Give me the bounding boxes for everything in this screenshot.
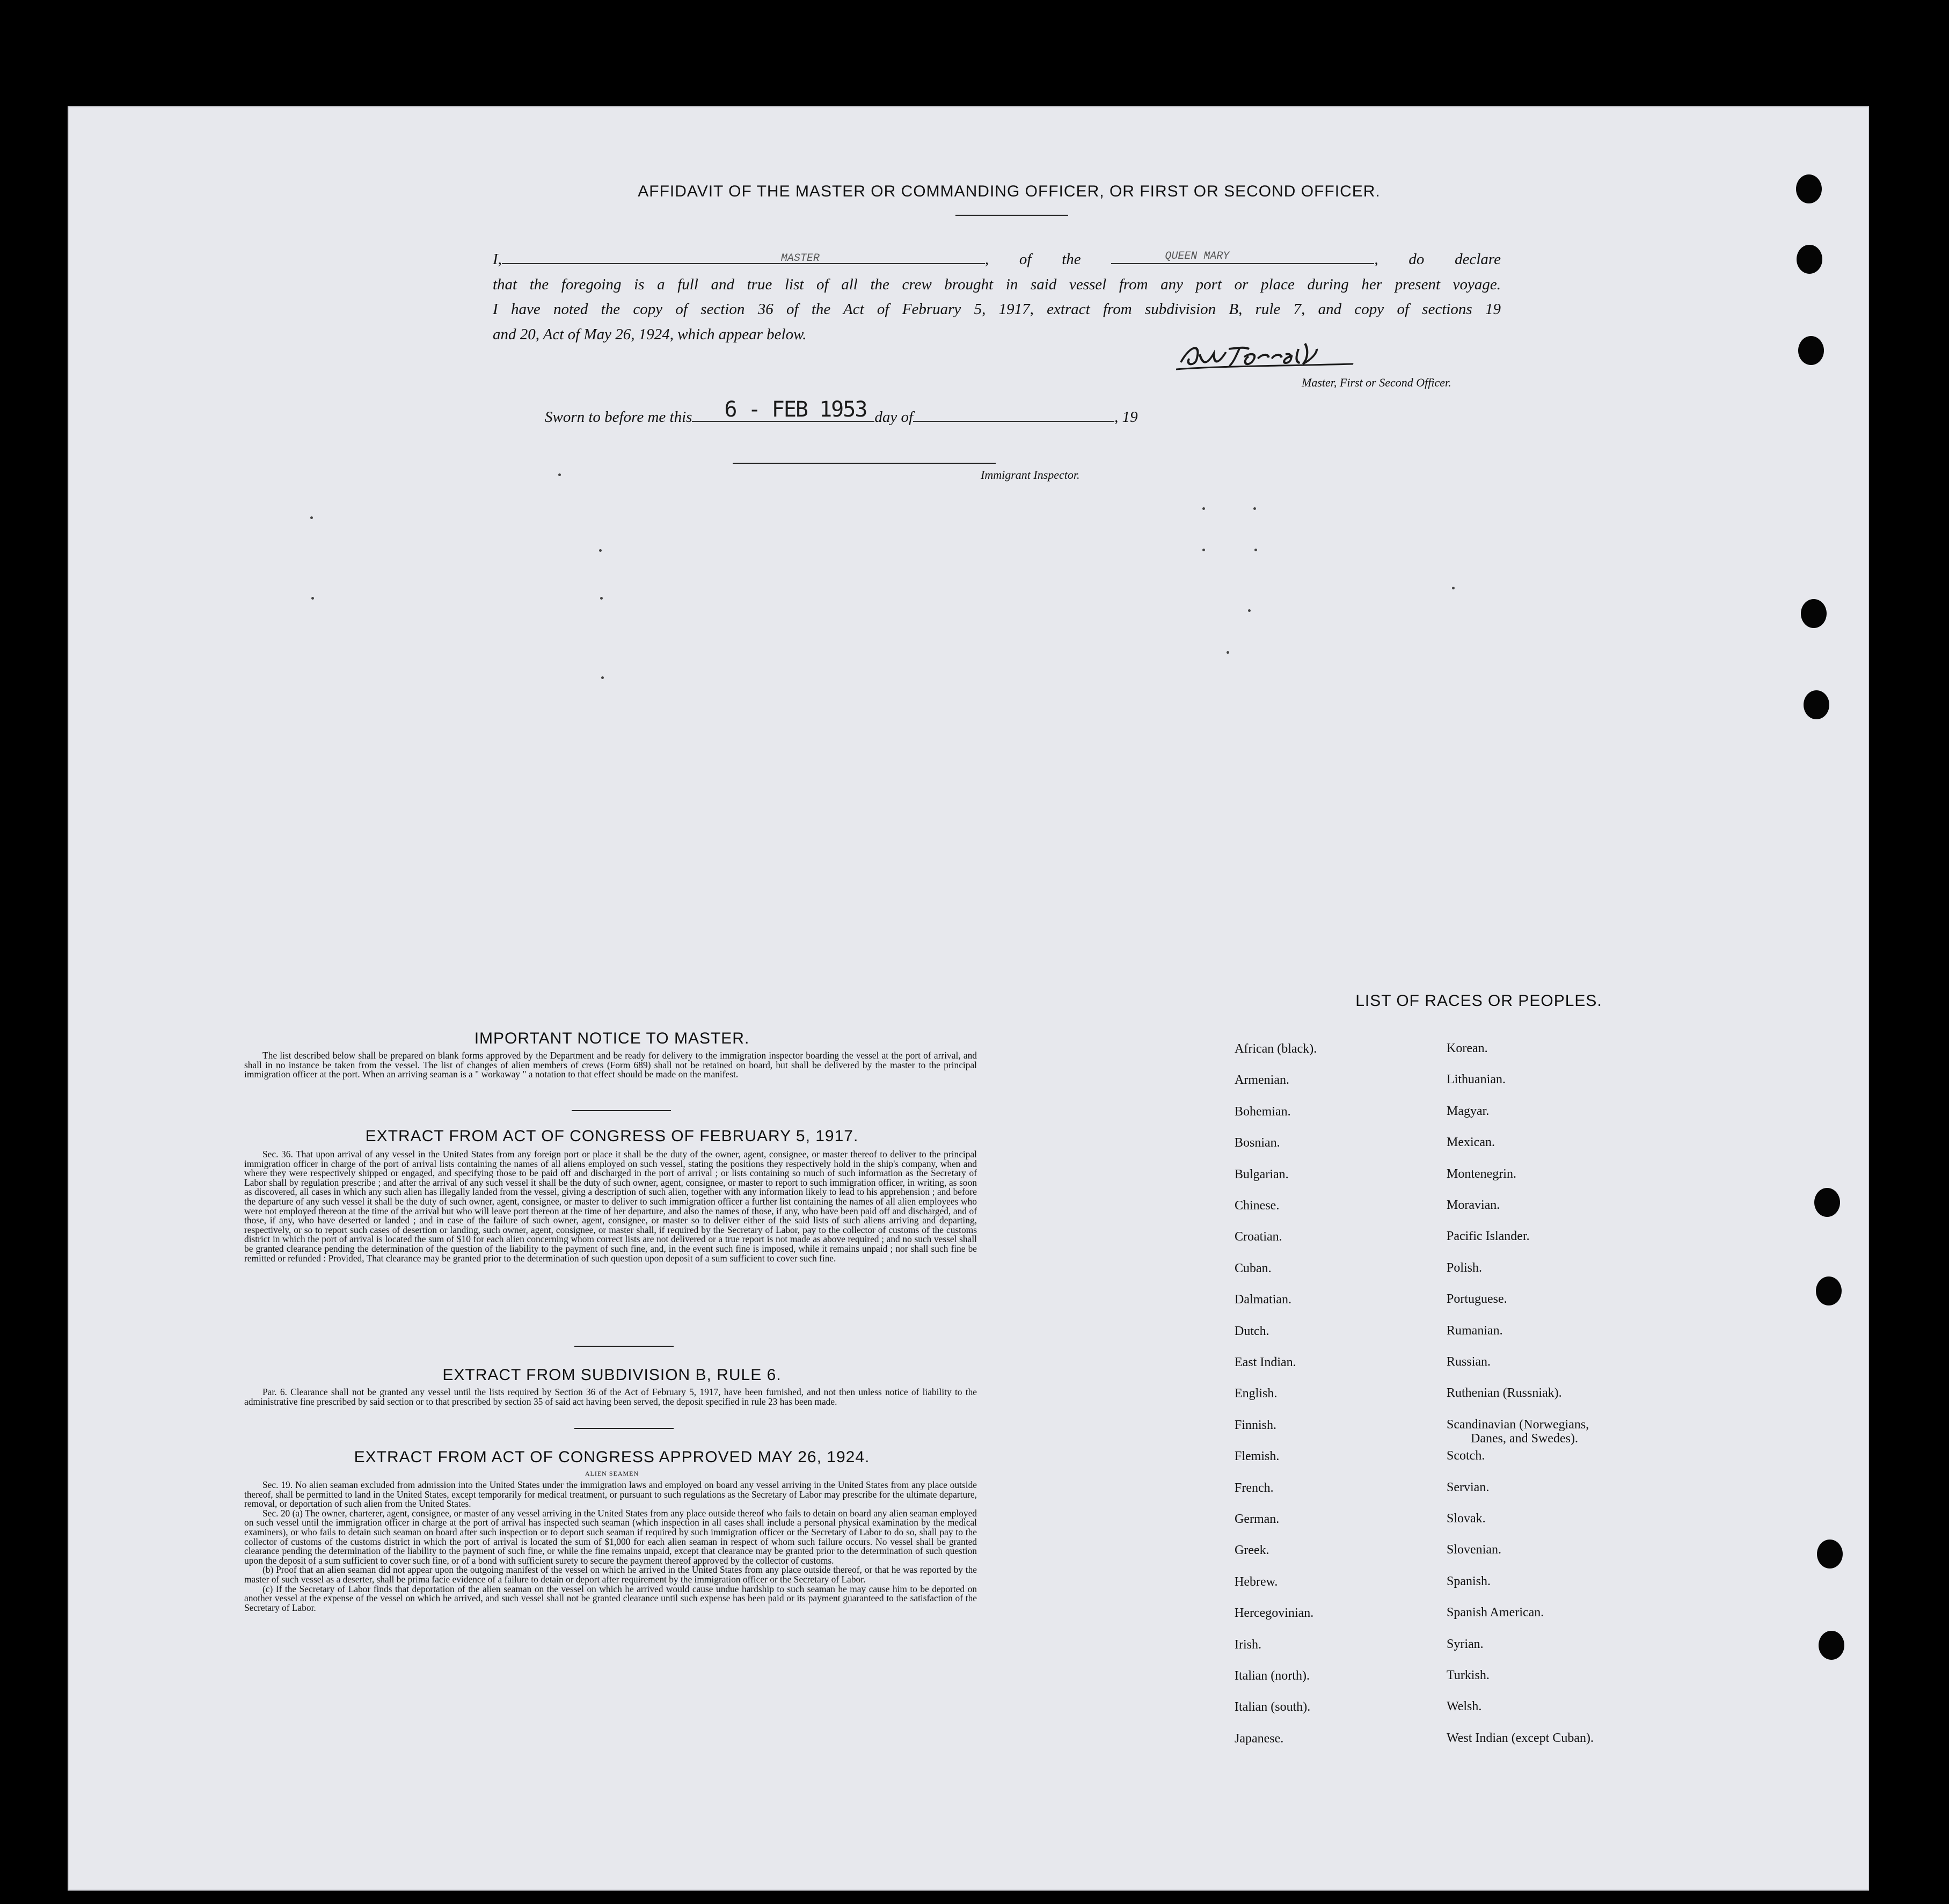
race-item: Servian.	[1447, 1480, 1490, 1494]
subdivision-b-text: Par. 6. Clearance shall not be granted any vessel until the lists required by Section 36 of the Act of February 5, 1917, have been furnished, and not then unless notice of liability to the administrative fine prescribed by said section or to that prescribed by section 35 of said act having been served, the deposit specified in rule 23 has been made.	[244, 1387, 977, 1407]
race-item: English.	[1235, 1387, 1278, 1401]
race-item: French.	[1235, 1480, 1274, 1495]
race-item: Bohemian.	[1235, 1104, 1291, 1119]
race-item: Russian.	[1447, 1355, 1491, 1369]
signature-label: Master, First or Second Officer.	[1302, 376, 1451, 389]
race-item: Welsh.	[1447, 1699, 1482, 1714]
divider	[574, 1428, 674, 1429]
race-item: Hercegovinian.	[1235, 1606, 1314, 1621]
race-item: Spanish American.	[1447, 1606, 1544, 1620]
paper-speck	[1202, 507, 1205, 510]
sworn-line: Sworn to before me this 6 - FEB 1953 day of , 19	[545, 397, 1138, 426]
race-item: West Indian (except Cuban).	[1447, 1731, 1594, 1745]
section-20c: (c) If the Secretary of Labor finds that deportation of the alien seaman on the vessel on which he arrived would cause undue hardship to such seaman he may cause him to be deported on another vessel at the expense of the vessel on which he arrived, and such vessel shall not be granted clearance until such expense has been paid or its payment guaranteed to the satisfaction of the Secretary of Labor.	[244, 1583, 977, 1613]
punch-hole	[1798, 336, 1824, 365]
race-item: Portuguese.	[1447, 1292, 1507, 1307]
race-item: Korean.	[1447, 1041, 1488, 1055]
race-item: Spanish.	[1447, 1574, 1491, 1588]
punch-hole	[1804, 690, 1829, 719]
inspector-signature-line	[733, 463, 996, 464]
paper-speck	[1253, 507, 1256, 510]
race-item: Bulgarian.	[1235, 1167, 1289, 1181]
paper-speck	[1202, 549, 1205, 551]
paper-speck	[1227, 651, 1229, 654]
notice-title: IMPORTANT NOTICE TO MASTER.	[474, 1030, 750, 1047]
race-item: Montenegrin.	[1447, 1166, 1516, 1181]
section-20a: Sec. 20 (a) The owner, charterer, agent, consignee, or master of any vessel arriving in the United States from any place outside thereof who fails to detain on board any alien seaman employed on such vessel until the immigration officer in charge at the port of arrival has inspected such seaman (which inspection in all cases shall include a personal physical examination by the medical examiners), or who fails to detain such seaman on board after such inspection or to deport such seaman if required by such immigration officer or the Secretary of Labor to do so, shall pay to the collector of customs of the customs district in which the port of arrival is located the sum of $1,000 for each alien seaman in respect of whom such failure occurs. No vessel shall be granted clearance pending the determination of the liability to the payment of such fine, or while the fine remains unpaid, except that clearance may be granted prior to the determination of such question upon the deposit of a sum sufficient to cover such fine, or of a bond with sufficient surety to secure the payment thereof approved by the collector of customs.	[244, 1507, 977, 1566]
races-title: LIST OF RACES OR PEOPLES.	[1355, 992, 1602, 1010]
race-item: Japanese.	[1235, 1731, 1284, 1746]
declaration-line-4: and 20, Act of May 26, 1924, which appear below.	[493, 326, 807, 343]
race-item: Scotch.	[1447, 1449, 1485, 1463]
race-item: Slovak.	[1447, 1512, 1486, 1526]
race-item: Greek.	[1235, 1543, 1269, 1558]
divider	[574, 1346, 674, 1347]
race-item: Croatian.	[1235, 1230, 1282, 1244]
sworn-month-field[interactable]	[913, 408, 1114, 422]
race-item: Pacific Islander.	[1447, 1229, 1530, 1244]
date-stamp: 6 - FEB 1953	[724, 397, 867, 422]
race-item: Bosnian.	[1235, 1136, 1280, 1150]
divider	[572, 1110, 671, 1111]
race-item: Slovenian.	[1447, 1543, 1501, 1557]
race-item: African (black).	[1235, 1042, 1317, 1056]
vessel-stamp: QUEEN MARY	[1165, 250, 1230, 262]
race-item: Lithuanian.	[1447, 1073, 1506, 1087]
punch-hole	[1816, 1276, 1842, 1305]
extract-1917-title: EXTRACT FROM ACT OF CONGRESS OF FEBRUARY 5, 1917.	[365, 1127, 859, 1145]
race-item: East Indian.	[1235, 1355, 1296, 1369]
officer-signature	[1173, 333, 1365, 376]
race-item: Syrian.	[1447, 1637, 1484, 1651]
race-item: Rumanian.	[1447, 1323, 1503, 1338]
race-item: Hebrew.	[1235, 1574, 1278, 1589]
inspector-label: Immigrant Inspector.	[981, 468, 1080, 482]
declaration-line-1: I, MASTER , of the QUEEN MARY , do declare	[493, 247, 1501, 272]
punch-hole	[1801, 599, 1827, 628]
alien-seamen-subtitle: ALIEN SEAMEN	[585, 1470, 639, 1477]
race-item: Scandinavian (Norwegians,	[1447, 1417, 1589, 1432]
race-item: Ruthenian (Russniak).	[1447, 1386, 1562, 1400]
title-underline	[955, 215, 1068, 216]
race-item: Moravian.	[1447, 1198, 1500, 1212]
paper-speck	[558, 473, 561, 476]
race-item: Turkish.	[1447, 1668, 1490, 1682]
race-item: Polish.	[1447, 1260, 1483, 1275]
paper-speck	[1248, 609, 1251, 612]
race-item: German.	[1235, 1512, 1280, 1526]
master-stamp: MASTER	[780, 252, 820, 265]
punch-hole	[1797, 245, 1822, 274]
punch-hole	[1817, 1540, 1843, 1569]
paper-speck	[599, 549, 602, 552]
extract-1924-title: EXTRACT FROM ACT OF CONGRESS APPROVED MAY 26, 1924.	[354, 1448, 870, 1466]
declaration-line-2: that the foregoing is a full and true list of all the crew brought in said vessel from any port or place during her present voyage.	[493, 276, 1501, 293]
subdivision-b-title: EXTRACT FROM SUBDIVISION B, RULE 6.	[442, 1366, 782, 1384]
race-item: Danes, and Swedes).	[1471, 1431, 1578, 1446]
race-item: Dalmatian.	[1235, 1293, 1291, 1307]
master-name-field[interactable]	[502, 249, 985, 264]
extract-1917-text: Sec. 36. That upon arrival of any vessel in the United States from any foreign port or place it shall be the duty of the owner, agent, consignee, or master thereof to deliver to the principal immigration officer in charge of the port of arrival lists containing the names of all aliens employed on such vessel, stating the positions they respectively hold in the ship's company, when and where they were respectively shipped or engaged, and specifying those to be paid off and discharged in the port of arrival ; or lists containing so much of such information as the Secretary of Labor shall by regulation prescribe ; and after the arrival of any such vessel it shall be the duty of such owner, agent, consignee, or master to report to such immigration officer, in writing, as soon as discovered, all cases in which any such alien has illegally landed from the vessel, giving a description of such alien, together with any information likely to lead to his apprehension ; and before the departure of any such vessel it shall be the duty of such owner, agent, consignee, or master to deliver to such immigration officer a further list containing the names of all alien employees who were not employed thereon at the time of the arrival but who will leave port thereon at the time of her departure, and also the names of those, if any, who have been paid off and discharged, and of those, if any, who have deserted or landed ; and in case of the failure of such owner, agent, consignee, or master so to deliver either of the said lists of such aliens arriving and departing, respectively, or so to report such cases of desertion or landing, such owner, agent, consignee, or master shall, if required by the Secretary of Labor, pay to the collector of customs of the customs district in which the port of arrival is located the sum of $10 for each alien concerning whom correct lists are not delivered or a true report is not made as above required ; and no such vessel shall be granted clearance pending the determination of the question of the liability to the payment of such fine, and, in the event such fine is imposed, while it remains unpaid ; nor shall such fine be remitted or refunded : Provided, That clearance may be granted prior to the determination of such question upon deposit of a sum sufficient to cover such fine.	[244, 1149, 977, 1264]
race-item: Finnish.	[1235, 1418, 1277, 1432]
paper-speck	[600, 597, 603, 600]
paper-speck	[1452, 587, 1455, 589]
race-item: Italian (north).	[1235, 1669, 1310, 1683]
race-item: Flemish.	[1235, 1449, 1280, 1464]
section-20b: (b) Proof that an alien seaman did not appear upon the outgoing manifest of the vessel on which he arrived in the United States from any place outside thereof, or that he was reported by the master of such vessel as a deserter, shall be prima facie evidence of a failure to detain or deport after requirement by the immigration officer or the Secretary of Labor.	[244, 1564, 977, 1585]
race-item: Italian (south).	[1235, 1700, 1311, 1715]
extract-1924-text	[244, 1480, 977, 1613]
punch-hole	[1814, 1188, 1840, 1217]
affidavit-title: AFFIDAVIT OF THE MASTER OR COMMANDING OFFICER, OR FIRST OR SECOND OFFICER.	[638, 183, 1381, 200]
section-19: Sec. 19. No alien seaman excluded from admission into the United States under the immigration laws and employed on board any vessel arriving in the United States from any place outside thereof, shall be permitted to land in the United States, except temporarily for medical treatment, or pursuant to such regulations as the Secretary of Labor may prescribe for the ultimate departure, removal, or deportation of such alien from the United States.	[244, 1479, 977, 1509]
declaration-line-3: I have noted the copy of section 36 of the Act of February 5, 1917, extract from subdivision B, rule 7, and copy of sections 19	[493, 301, 1501, 318]
race-item: Magyar.	[1447, 1104, 1490, 1118]
race-item: Dutch.	[1235, 1324, 1269, 1338]
punch-hole	[1819, 1631, 1844, 1660]
race-item: Chinese.	[1235, 1199, 1280, 1213]
paper-speck	[310, 516, 313, 519]
race-item: Cuban.	[1235, 1261, 1272, 1275]
race-item: Irish.	[1235, 1637, 1261, 1652]
paper-speck	[601, 676, 604, 679]
race-item: Mexican.	[1447, 1135, 1495, 1150]
notice-text: The list described below shall be prepared on blank forms approved by the Department and be ready for delivery to the immigration inspector boarding the vessel at the port of arrival, and shall in no instance be taken from the vessel. The list of changes of alien members of crews (Form 689) shall not be retained on board, but shall be delivered by the master to the principal immigration officer at the port. When an arriving seaman is a " workaway " a notation to that effect should be made on the manifest.	[244, 1050, 977, 1080]
paper-speck	[1254, 549, 1257, 551]
paper-speck	[311, 597, 314, 600]
race-item: Armenian.	[1235, 1073, 1289, 1088]
sworn-day-field[interactable]	[692, 397, 874, 422]
punch-hole	[1796, 174, 1822, 203]
vessel-field[interactable]	[1111, 249, 1374, 264]
